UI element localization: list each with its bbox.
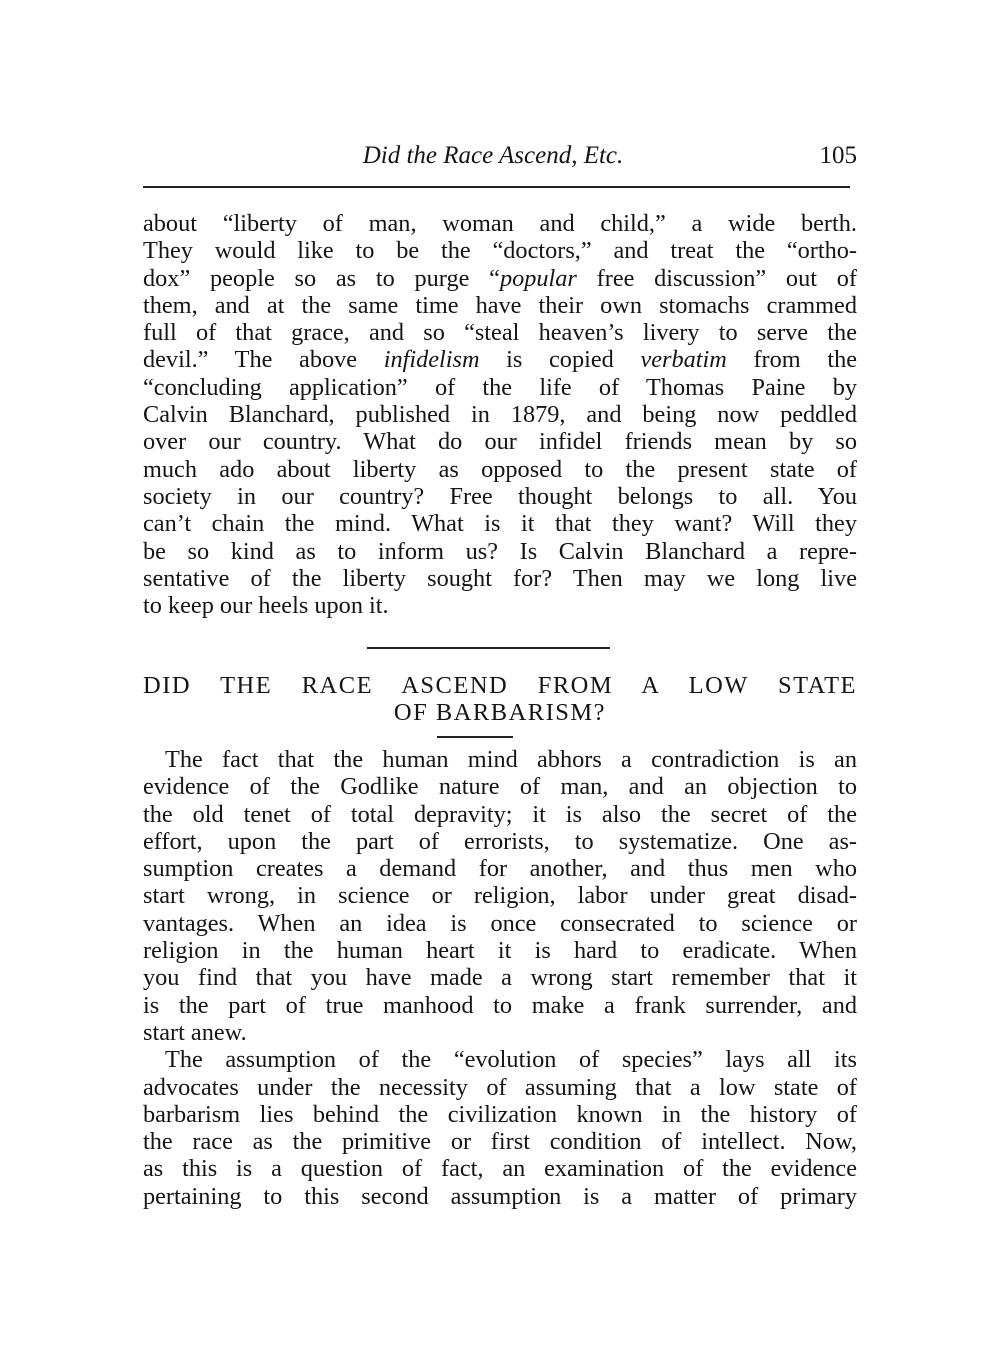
text-line: dox” people so as to purge “popular free discussion” out of bbox=[143, 264, 857, 292]
text-line: sentative of the liberty sought for? Then may we long live bbox=[143, 564, 857, 592]
text-line: about “liberty of man, woman and child,” a wide berth. bbox=[143, 210, 857, 237]
text-line: The assumption of the “evolution of species” lays all its bbox=[165, 1046, 857, 1074]
text-line: sumption creates a demand for another, and thus men who bbox=[143, 855, 857, 883]
text-line: as this is a question of fact, an examination of the evidence bbox=[143, 1155, 857, 1183]
text-line: be so kind as to inform us? Is Calvin Blanchard a repre- bbox=[143, 537, 857, 565]
paragraph bbox=[143, 1046, 857, 1210]
text-line: religion in the human heart it is hard to eradicate. When bbox=[143, 937, 857, 965]
text-line: full of that grace, and so “steal heaven’s livery to serve the bbox=[143, 319, 857, 347]
text-line: The fact that the human mind abhors a contradiction is an bbox=[165, 746, 857, 773]
text-line: start anew. bbox=[143, 1018, 247, 1046]
text-line: start wrong, in science or religion, labor under great disad- bbox=[143, 882, 857, 910]
text-line: can’t chain the mind. What is it that they want? Will they bbox=[143, 510, 857, 538]
text-line: vantages. When an idea is once consecrated to science or bbox=[143, 909, 857, 937]
header-rule bbox=[143, 186, 850, 188]
italic-text: verbatim bbox=[640, 346, 727, 374]
page-header bbox=[143, 140, 857, 174]
paragraph bbox=[143, 210, 857, 619]
text-line: devil.” The above infidelism is copied verbatim from the bbox=[143, 346, 857, 374]
text-line: much ado about liberty as opposed to the present state of bbox=[143, 455, 857, 483]
running-title: Did the Race Ascend, Etc. bbox=[362, 142, 624, 169]
section-divider bbox=[367, 647, 610, 649]
heading-line-2: OF BARBARISM? bbox=[393, 699, 607, 726]
text-line: Calvin Blanchard, published in 1879, and being now peddled bbox=[143, 401, 857, 429]
page-number: 105 bbox=[819, 142, 857, 169]
body-text-top bbox=[143, 210, 857, 619]
text-line: advocates under the necessity of assuming that a low state of bbox=[143, 1073, 857, 1101]
text-line: pertaining to this second assumption is a matter of primary bbox=[143, 1182, 857, 1210]
text-line: you find that you have made a wrong start remember that it bbox=[143, 964, 857, 992]
heading-line-1: DID THE RACE ASCEND FROM A LOW STATE bbox=[143, 672, 857, 699]
text-line: the old tenet of total depravity; it is also the secret of the bbox=[143, 800, 857, 828]
heading-rule bbox=[437, 736, 513, 738]
italic-text: infidelism bbox=[383, 346, 480, 374]
body-text-bottom bbox=[143, 746, 857, 1210]
italic-text: popular bbox=[499, 264, 577, 292]
text-line: to keep our heels upon it. bbox=[143, 592, 389, 620]
section-heading bbox=[143, 672, 857, 726]
text-line: “concluding application” of the life of Thomas Paine by bbox=[143, 373, 857, 401]
text-line: them, and at the same time have their own stomachs crammed bbox=[143, 291, 857, 319]
text-line: the race as the primitive or first condition of intellect. Now, bbox=[143, 1128, 857, 1156]
text-line: evidence of the Godlike nature of man, and an objection to bbox=[143, 773, 857, 801]
text-line: effort, upon the part of errorists, to systematize. One as- bbox=[143, 827, 857, 855]
text-line: is the part of true manhood to make a frank surrender, and bbox=[143, 991, 857, 1019]
text-line: society in our country? Free thought belongs to all. You bbox=[143, 482, 857, 510]
text-line: They would like to be the “doctors,” and treat the “ortho- bbox=[143, 237, 857, 265]
paragraph bbox=[143, 746, 857, 1046]
text-line: barbarism lies behind the civilization known in the history of bbox=[143, 1100, 857, 1128]
text-line: over our country. What do our infidel friends mean by so bbox=[143, 428, 857, 456]
